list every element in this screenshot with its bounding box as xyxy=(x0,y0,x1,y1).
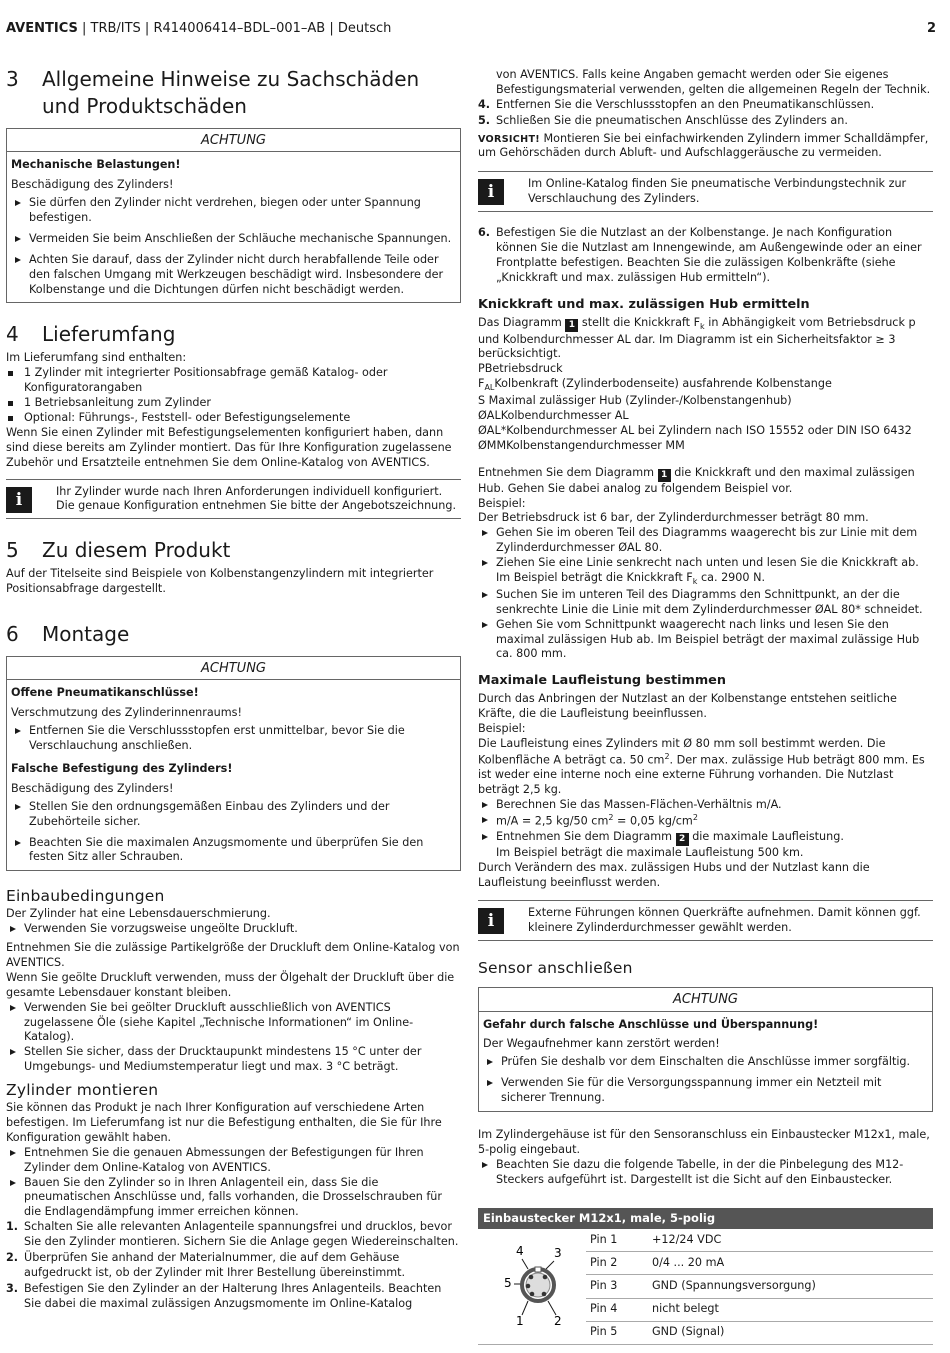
info-text: Ihr Zylinder wurde nach Ihren Anforderungen individuell konfiguriert. Die genaue Konfiguration entnehmen Sie bitte der Angebotszeichnung. xyxy=(56,484,457,513)
list-item: Stellen Sie den ordnungsgemäßen Einbau des Zylinders und der Zubehörteile sicher. xyxy=(11,800,455,830)
section-6-heading: 6 Montage xyxy=(6,622,130,647)
definition: ØALKolbendurchmesser AL xyxy=(478,408,629,422)
paragraph: Beispiel: xyxy=(478,496,526,510)
list-item: Entnehmen Sie die genauen Abmessungen der Befestigungen für Ihren Zylinder dem Online-Katalog von AVENTICS. xyxy=(6,1146,461,1176)
pin-label: 4 xyxy=(516,1243,524,1258)
paragraph: Wenn Sie einen Zylinder mit Befestigungselementen konfiguriert haben, dann sind diese bereits am Zylinder montiert. Das für Ihre Konfiguration zugelassene Zubehör und Ersatzteile entnehmen Sie dem Online-Katalog von AVENTICS. xyxy=(6,425,452,469)
page-header xyxy=(6,20,936,38)
pin-value: GND (Spannungsversorgung) xyxy=(648,1275,933,1298)
paragraph: Im Zylindergehäuse ist für den Sensoranschluss ein Einbaustecker M12x1, male, 5-polig eingebaut. xyxy=(478,1127,930,1156)
list-item: Suchen Sie im unteren Teil des Diagramms den Schnittpunkt, an der die senkrechte Linie die Linie mit dem Zylinderdurchmesser ØAL 80* schneidet. xyxy=(478,588,933,618)
notice-box-achtung-3 xyxy=(478,987,933,1112)
pin-label: 1 xyxy=(516,1313,524,1328)
pin-number: Pin 1 xyxy=(586,1229,648,1252)
pin-table xyxy=(478,1229,933,1345)
paragraph: Auf der Titelseite sind Beispiele von Kolbenstangenzylindern mit integrierter Positionsabfrage dargestellt. xyxy=(6,567,434,596)
knick-heading: Knickkraft und max. zulässigen Hub ermitteln xyxy=(478,296,810,312)
info-icon: i xyxy=(478,908,504,934)
list-item: Verwenden Sie für die Versorgungsspannung immer ein Netzteil mit sicherer Trennung. xyxy=(483,1076,927,1106)
notice-heading: Gefahr durch falsche Anschlüsse und Überspannung! xyxy=(483,1017,819,1031)
notice-subtext: Beschädigung des Zylinders! xyxy=(11,178,174,192)
section-5-heading: 5 Zu diesem Produkt xyxy=(6,538,231,563)
info-text: Externe Führungen können Querkräfte aufnehmen. Damit können ggf. kleinere Zylinderdurchmesser gewählt werden. xyxy=(528,906,921,935)
diagram-ref: 1 xyxy=(658,469,671,482)
pin-value: GND (Signal) xyxy=(648,1321,933,1344)
right-column xyxy=(478,68,933,1345)
pin-label: 5 xyxy=(504,1275,512,1290)
scope-list xyxy=(6,366,461,426)
caution-text: VORSICHT! Montieren Sie bei einfachwirkenden Zylindern immer Schalldämpfer, um Gehörschäden durch Abluft- und Aufschlaggeräusche zu vermeiden. xyxy=(478,131,929,160)
sensor-heading: Sensor anschließen xyxy=(478,959,633,978)
paragraph: Der Betriebsdruck ist 6 bar, der Zylinderdurchmesser beträgt 80 mm. xyxy=(478,511,869,525)
brand: AVENTICS xyxy=(6,21,78,36)
info-icon: i xyxy=(6,487,32,513)
paragraph: Durch Verändern des max. zulässigen Hubs und der Nutzlast kann die Laufleistung beeinflusst werden. xyxy=(478,860,870,889)
paragraph: Beispiel: xyxy=(478,722,526,736)
diagram-ref: 2 xyxy=(676,833,689,846)
list-item: Verwenden Sie bei geölter Druckluft ausschließlich von AVENTICS zugelassene Öle (siehe Kapitel „Technische Informationen“ im Online-Katalog). xyxy=(6,1001,461,1046)
notice-box-achtung-1 xyxy=(6,128,461,303)
info-note xyxy=(478,171,933,212)
paragraph: Die Laufleistung eines Zylinders mit Ø 80 mm soll bestimmt werden. Die Kolbenfläche A beträgt ca. 50 $cm^2$. Der max. zulässige Hub beträgt 800 mm. Es ist weder eine interne noch eine externe Führung vorhanden. Die Nutzlast beträgt 2,5 kg. xyxy=(478,736,925,797)
paragraph: Durch das Anbringen der Nutzlast an der Kolbenstange entstehen seitliche Kräfte, die die Laufleistung beeinflussen. xyxy=(478,692,897,721)
step: 1. Schalten Sie alle relevanten Anlagenteile spannungsfrei und drucklos, bevor Sie den Zylinder montieren. Sichern Sie die Anlage gegen Wiedereinschalten. xyxy=(6,1220,459,1249)
list-item: Prüfen Sie deshalb vor dem Einschalten die Anschlüsse immer sorgfältig. xyxy=(483,1055,927,1070)
definition: ØAL*Kolbendurchmesser AL bei Zylindern nach ISO 15552 oder DIN ISO 6432 xyxy=(478,423,912,437)
list-item: Beachten Sie die maximalen Anzugsmomente und überprüfen Sie den festen Sitz aller Schrauben. xyxy=(11,836,455,866)
notice-subtext: Verschmutzung des Zylinderinnenraums! xyxy=(11,706,242,720)
notice-box-achtung-2 xyxy=(6,656,461,871)
connector-diagram xyxy=(478,1229,586,1344)
pin-number: Pin 3 xyxy=(586,1275,648,1298)
definition: $F_{AL}Kolbenkraft$ (Zylinderbodenseite) ausfahrende Kolbenstange xyxy=(478,377,832,393)
notice-title: ACHTUNG xyxy=(7,657,460,680)
notice-subtext: Der Wegaufnehmer kann zerstört werden! xyxy=(483,1037,720,1051)
notice-list xyxy=(11,196,455,297)
paragraph: Sie können das Produkt je nach Ihrer Konfiguration auf verschiedene Arten befestigen. Im Lieferumfang ist nur die Befestigung enthalten, die Sie für Ihre Konfiguration gewählt haben. xyxy=(6,1101,442,1144)
laufleistung-heading: Maximale Laufleistung bestimmen xyxy=(478,673,726,689)
section-3-heading: 3 Allgemeine Hinweise zu Sachschäden und Produktschäden xyxy=(6,67,420,118)
paragraph: von AVENTICS. Falls keine Angaben gemacht werden oder Sie eigenes Befestigungsmaterial verwenden, gelten die allgemeinen Regeln der Technik. xyxy=(496,68,931,96)
step: 6. Befestigen Sie die Nutzlast an der Kolbenstange. Je nach Konfiguration können Sie die Nutzlast am Innengewinde, am Außengewinde oder an einer Frontplatte befestigen. Beachten Sie die zulässigen Kolbenkräfte (siehe „Knickkraft und max. zulässigen Hub ermitteln“). xyxy=(478,226,922,284)
list-item: Verwenden Sie vorzugsweise ungeölte Druckluft. xyxy=(6,922,461,937)
pin-label: 2 xyxy=(554,1313,562,1328)
list-item: Ziehen Sie eine Linie senkrecht nach unten und lesen Sie die Knickkraft ab. Im Beispiel beträgt die Knickkraft $F_k$ ca. 2900 N. xyxy=(478,556,933,588)
montieren-heading: Zylinder montieren xyxy=(6,1081,159,1100)
einbau-heading: Einbaubedingungen xyxy=(6,887,165,906)
list-item: Gehen Sie vom Schnittpunkt waagerecht nach links und lesen Sie den maximal zulässigen Hub ab. Im Beispiel beträgt der maximal zulässige Hub ca. 800 mm. xyxy=(478,618,933,663)
step: 4. Entfernen Sie die Verschlussstopfen an den Pneumatikanschlüssen. xyxy=(478,97,875,111)
paragraph: Entnehmen Sie die zulässige Partikelgröße der Druckluft dem Online-Katalog von AVENTICS. xyxy=(6,941,460,969)
notice-title: ACHTUNG xyxy=(7,129,460,152)
paragraph: Im Lieferumfang sind enthalten: xyxy=(6,351,187,365)
pin-number: Pin 2 xyxy=(586,1252,648,1275)
pin-value: +12/24 VDC xyxy=(648,1229,933,1252)
table-row xyxy=(478,1229,933,1252)
list-item: 1 Betriebsanleitung zum Zylinder xyxy=(6,396,461,411)
paragraph: Wenn Sie geölte Druckluft verwenden, muss der Ölgehalt der Druckluft über die gesamte Lebensdauer konstant bleiben. xyxy=(6,970,455,999)
notice-heading: Offene Pneumatikanschlüsse! xyxy=(11,686,199,700)
notice-heading: Mechanische Belastungen! xyxy=(11,158,181,172)
pin-value: 0/4 ... 20 mA xyxy=(648,1252,933,1275)
list-item: Stellen Sie sicher, dass der Drucktaupunkt mindestens 15 °C unter der Umgebungs- und Mediumstemperatur liegt und max. 3 °C beträgt. xyxy=(6,1045,461,1075)
info-text: Im Online-Katalog finden Sie pneumatische Verbindungstechnik zur Verschlauchung des Zylinders. xyxy=(528,177,907,206)
list-item: Sie dürfen den Zylinder nicht verdrehen, biegen oder unter Spannung befestigen. xyxy=(11,196,455,226)
paragraph: Das Diagramm 1 stellt die Knickkraft $F_k$ in Abhängigkeit vom Betriebsdruck p und Kolbendurchmesser AL dar. Im Diagramm ist ein Sicherheitsfaktor ≥ 3 berücksichtigt. xyxy=(478,315,916,361)
list-item: Gehen Sie im oberen Teil des Diagramms waagerecht bis zur Linie mit dem Zylinderdurchmesser ØAL 80. xyxy=(478,526,933,556)
notice-title: ACHTUNG xyxy=(479,988,932,1011)
list-item: Entnehmen Sie dem Diagramm 2 die maximale Laufleistung. Im Beispiel beträgt die maximale Laufleistung 500 km. xyxy=(478,830,933,861)
doc-info: | TRB/ITS | R414006414–BDL–001–AB | Deutsch xyxy=(77,21,392,36)
definition: ØMMKolbenstangendurchmesser MM xyxy=(478,438,685,452)
pin-number: Pin 5 xyxy=(586,1321,648,1344)
list-item: m/A = 2,5 kg/50 $cm^2 = 0,05$ $kg/cm^2$ xyxy=(478,813,933,830)
notice-subtext: Beschädigung des Zylinders! xyxy=(11,781,174,795)
pin-label: 3 xyxy=(554,1245,562,1260)
info-icon: i xyxy=(478,179,504,205)
paragraph: Entnehmen Sie dem Diagramm 1 die Knickkraft und den maximal zulässigen Hub. Gehen Sie dabei analog zu folgendem Beispiel vor. xyxy=(478,465,915,495)
diagram-ref: 1 xyxy=(565,319,578,332)
list-item: 1 Zylinder mit integrierter Positionsabfrage gemäß Katalog- oder Konfiguratorangaben xyxy=(6,366,461,396)
list-item: Berechnen Sie das Massen-Flächen-Verhältnis m/A. xyxy=(478,798,933,813)
list-item: Vermeiden Sie beim Anschließen der Schläuche mechanische Spannungen. xyxy=(11,232,455,247)
list-item: Achten Sie darauf, dass der Zylinder nicht durch herabfallende Teile oder den falschen Umgang mit Werkzeugen beschädigt wird. Insbesondere der Kolbenstange und die Dichtungen dürfen nicht beschädigt werden. xyxy=(11,253,455,298)
pin-number: Pin 4 xyxy=(586,1298,648,1321)
page-number: 2 xyxy=(926,21,936,36)
list-item: Bauen Sie den Zylinder so in Ihren Anlagenteil ein, dass Sie die pneumatischen Anschlüsse und, falls vorhanden, die Drosselschrauben für die Endlagendämpfung immer erreichen können. xyxy=(6,1176,461,1221)
section-4-heading: 4 Lieferumfang xyxy=(6,322,176,347)
caution-label: VORSICHT! xyxy=(478,133,540,145)
pin-table-title: Einbaustecker M12x1, male, 5-polig xyxy=(478,1208,933,1229)
pin-value: nicht belegt xyxy=(648,1298,933,1321)
definition: S Maximal zulässiger Hub (Zylinder-/Kolbenstangenhub) xyxy=(478,394,792,408)
info-note xyxy=(6,479,461,520)
info-note xyxy=(478,900,933,941)
step: 2. Überprüfen Sie anhand der Materialnummer, die auf dem Gehäuse aufgedruckt ist, ob der Zylinder mit Ihrer Bestellung übereinstimmt. xyxy=(6,1250,406,1279)
steps-list xyxy=(6,1220,461,1311)
list-item: Optional: Führungs-, Feststell- oder Befestigungselemente xyxy=(6,411,461,426)
step: 3. Befestigen Sie den Zylinder an der Halterung Ihres Anlagenteils. Beachten Sie dabei die maximal zulässigen Anzugsmomente im Online-Katalog xyxy=(6,1281,442,1310)
m12-connector-icon xyxy=(478,1229,586,1339)
notice-heading: Falsche Befestigung des Zylinders! xyxy=(11,761,233,775)
step: 5. Schließen Sie die pneumatischen Anschlüsse des Zylinders an. xyxy=(478,113,848,127)
list-item: Beachten Sie dazu die folgende Tabelle, in der die Pinbelegung des M12-Steckers aufgeführt ist. Dargestellt ist die Sicht auf den Einbaustecker. xyxy=(478,1158,933,1188)
paragraph: Der Zylinder hat eine Lebensdauerschmierung. xyxy=(6,907,271,921)
left-column xyxy=(6,66,461,1313)
definition: PBetriebsdruck xyxy=(478,362,563,376)
list-item: Entfernen Sie die Verschlussstopfen erst unmittelbar, bevor Sie die Verschlauchung anschließen. xyxy=(11,724,455,754)
